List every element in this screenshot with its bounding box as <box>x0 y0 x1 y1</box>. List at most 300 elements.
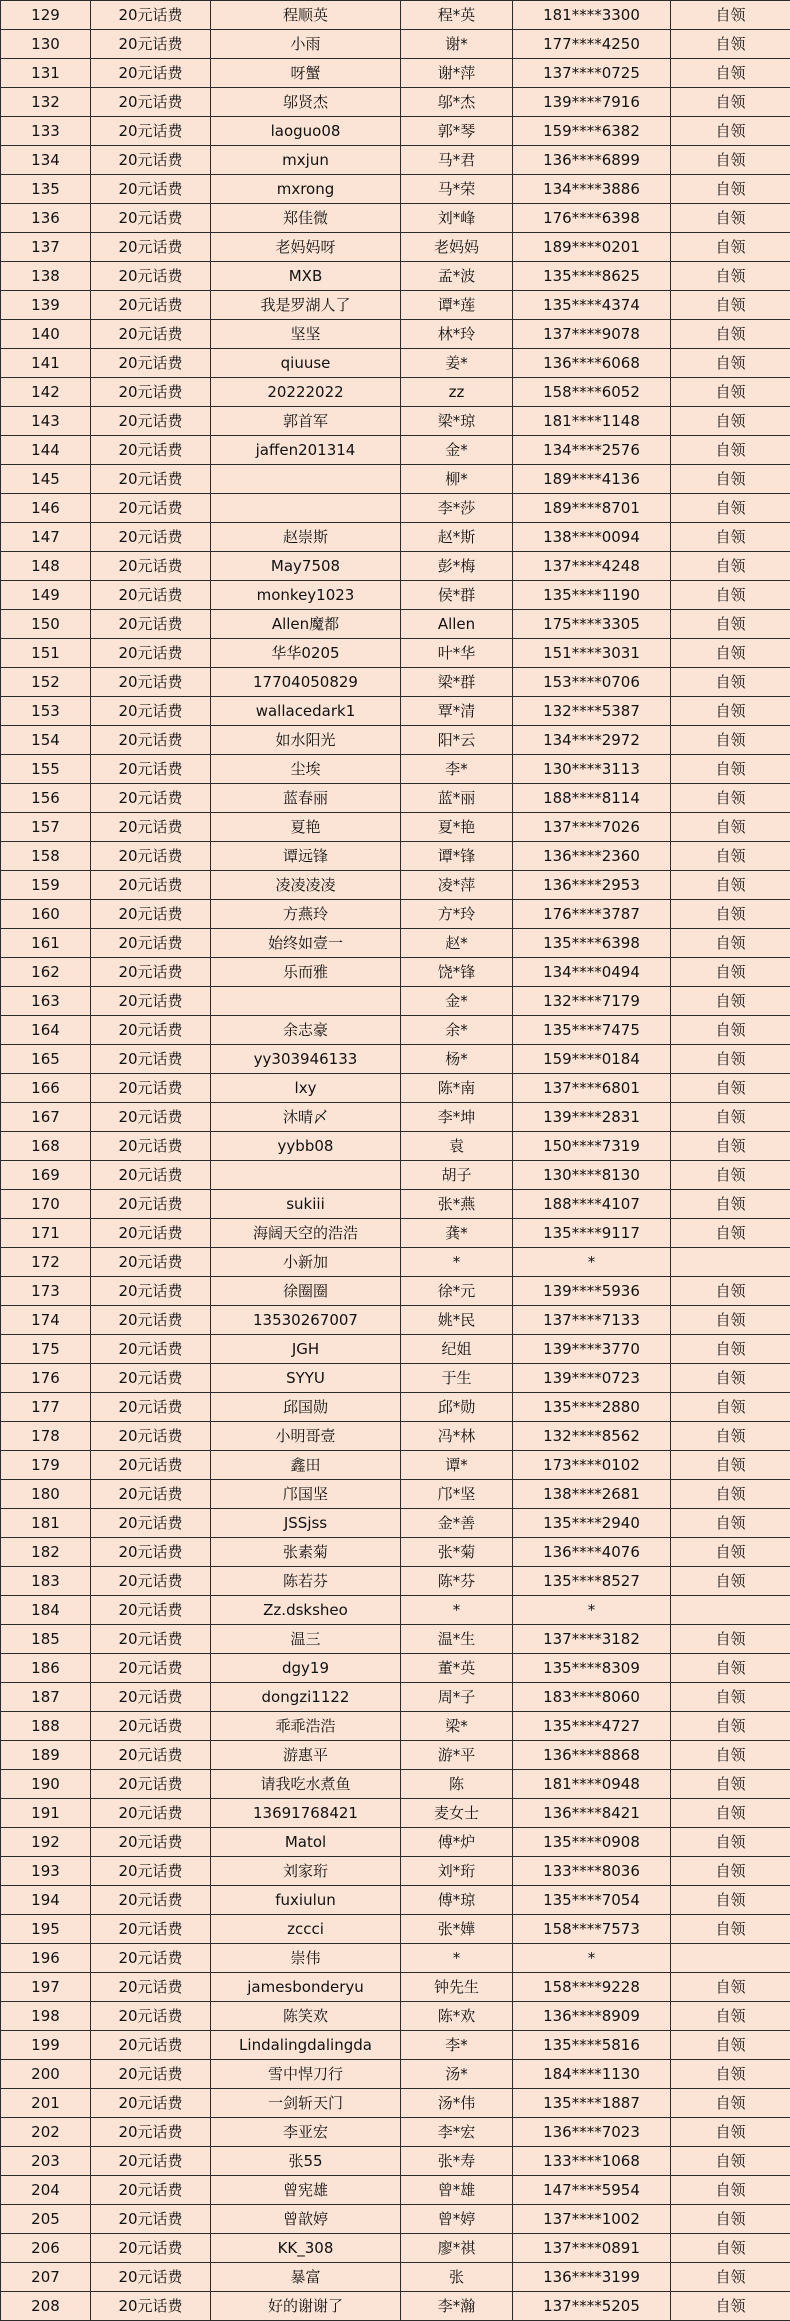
cell-nickname: 余志豪 <box>211 1016 401 1045</box>
cell-row-number: 193 <box>1 1857 91 1886</box>
cell-name: 姜* <box>401 349 513 378</box>
cell-row-number: 172 <box>1 1248 91 1277</box>
table-row <box>1 1364 790 1393</box>
cell-nickname: 雪中悍刀行 <box>211 2060 401 2089</box>
table-row <box>1 2002 790 2031</box>
cell-prize: 20元话费 <box>91 1625 211 1654</box>
cell-name: 刘*珩 <box>401 1857 513 1886</box>
cell-phone: 137****6801 <box>513 1074 671 1103</box>
cell-prize: 20元话费 <box>91 1161 211 1190</box>
table-row <box>1 1074 790 1103</box>
cell-status: 自领 <box>671 668 790 697</box>
cell-prize: 20元话费 <box>91 1712 211 1741</box>
cell-row-number: 162 <box>1 958 91 987</box>
cell-prize: 20元话费 <box>91 1190 211 1219</box>
cell-prize: 20元话费 <box>91 958 211 987</box>
cell-prize: 20元话费 <box>91 204 211 233</box>
cell-nickname: 曾宪雄 <box>211 2176 401 2205</box>
cell-row-number: 156 <box>1 784 91 813</box>
cell-status: 自领 <box>671 88 790 117</box>
cell-nickname: 始终如壹一 <box>211 929 401 958</box>
cell-status: 自领 <box>671 929 790 958</box>
cell-name: 金* <box>401 436 513 465</box>
cell-row-number: 138 <box>1 262 91 291</box>
cell-nickname: 徐圈圈 <box>211 1277 401 1306</box>
cell-phone: 147****5954 <box>513 2176 671 2205</box>
table-row <box>1 1828 790 1857</box>
cell-prize: 20元话费 <box>91 1596 211 1625</box>
cell-prize: 20元话费 <box>91 2118 211 2147</box>
cell-name: 李* <box>401 755 513 784</box>
cell-phone: 136****4076 <box>513 1538 671 1567</box>
cell-status: 自领 <box>671 1712 790 1741</box>
cell-nickname: 夏艳 <box>211 813 401 842</box>
table-row <box>1 668 790 697</box>
cell-prize: 20元话费 <box>91 1248 211 1277</box>
table-row <box>1 1509 790 1538</box>
cell-status: 自领 <box>671 1045 790 1074</box>
cell-phone: 135****1190 <box>513 581 671 610</box>
cell-nickname <box>211 465 401 494</box>
cell-prize: 20元话费 <box>91 1770 211 1799</box>
cell-prize: 20元话费 <box>91 2060 211 2089</box>
table-row <box>1 1654 790 1683</box>
cell-row-number: 183 <box>1 1567 91 1596</box>
cell-nickname: 谭远锋 <box>211 842 401 871</box>
table-row <box>1 1625 790 1654</box>
cell-prize: 20元话费 <box>91 1915 211 1944</box>
cell-name: * <box>401 1944 513 1973</box>
cell-prize: 20元话费 <box>91 2205 211 2234</box>
table-row <box>1 987 790 1016</box>
cell-phone: 139****5936 <box>513 1277 671 1306</box>
cell-row-number: 142 <box>1 378 91 407</box>
cell-prize: 20元话费 <box>91 1306 211 1335</box>
cell-status: 自领 <box>671 581 790 610</box>
cell-status: 自领 <box>671 349 790 378</box>
cell-phone: 136****7023 <box>513 2118 671 2147</box>
table-row <box>1 1944 790 1973</box>
table-row <box>1 1857 790 1886</box>
cell-row-number: 206 <box>1 2234 91 2263</box>
cell-row-number: 159 <box>1 871 91 900</box>
cell-status: 自领 <box>671 639 790 668</box>
cell-status: 自领 <box>671 2089 790 2118</box>
cell-nickname: 华华0205 <box>211 639 401 668</box>
cell-status: 自领 <box>671 2002 790 2031</box>
cell-row-number: 177 <box>1 1393 91 1422</box>
table-row <box>1 1480 790 1509</box>
table-row <box>1 2176 790 2205</box>
cell-prize: 20元话费 <box>91 59 211 88</box>
cell-row-number: 184 <box>1 1596 91 1625</box>
cell-status: 自领 <box>671 1 790 30</box>
cell-phone: 139****3770 <box>513 1335 671 1364</box>
table-row <box>1 1335 790 1364</box>
table-row <box>1 320 790 349</box>
cell-prize: 20元话费 <box>91 465 211 494</box>
cell-phone: 181****1148 <box>513 407 671 436</box>
cell-prize: 20元话费 <box>91 436 211 465</box>
cell-nickname: 17704050829 <box>211 668 401 697</box>
cell-status: 自领 <box>671 1393 790 1422</box>
cell-status: 自领 <box>671 1335 790 1364</box>
cell-name: 李*瀚 <box>401 2292 513 2321</box>
cell-prize: 20元话费 <box>91 1219 211 1248</box>
cell-prize: 20元话费 <box>91 1074 211 1103</box>
cell-nickname: qiuuse <box>211 349 401 378</box>
cell-status: 自领 <box>671 552 790 581</box>
cell-nickname: jamesbonderyu <box>211 1973 401 2002</box>
cell-name: 李*宏 <box>401 2118 513 2147</box>
cell-row-number: 181 <box>1 1509 91 1538</box>
cell-prize: 20元话费 <box>91 1654 211 1683</box>
cell-phone: 135****8309 <box>513 1654 671 1683</box>
table-row <box>1 465 790 494</box>
cell-prize: 20元话费 <box>91 581 211 610</box>
cell-prize: 20元话费 <box>91 233 211 262</box>
cell-nickname <box>211 987 401 1016</box>
cell-phone: 153****0706 <box>513 668 671 697</box>
cell-phone: 135****0908 <box>513 1828 671 1857</box>
table-row <box>1 1538 790 1567</box>
cell-name: 侯*群 <box>401 581 513 610</box>
cell-prize: 20元话费 <box>91 1973 211 2002</box>
cell-prize: 20元话费 <box>91 1335 211 1364</box>
cell-name: 林*玲 <box>401 320 513 349</box>
cell-name: 金* <box>401 987 513 1016</box>
cell-name: 徐*元 <box>401 1277 513 1306</box>
cell-phone: 135****7475 <box>513 1016 671 1045</box>
table-row <box>1 233 790 262</box>
cell-prize: 20元话费 <box>91 407 211 436</box>
cell-name: 姚*民 <box>401 1306 513 1335</box>
cell-prize: 20元话费 <box>91 552 211 581</box>
cell-status: 自领 <box>671 291 790 320</box>
cell-name: 张*燕 <box>401 1190 513 1219</box>
table-row <box>1 871 790 900</box>
cell-nickname: yy303946133 <box>211 1045 401 1074</box>
cell-nickname: jaffen201314 <box>211 436 401 465</box>
table-body <box>1 1 790 2321</box>
cell-prize: 20元话费 <box>91 668 211 697</box>
cell-name: 梁*琼 <box>401 407 513 436</box>
cell-phone: 158****9228 <box>513 1973 671 2002</box>
cell-status: 自领 <box>671 1219 790 1248</box>
table-row <box>1 1886 790 1915</box>
cell-prize: 20元话费 <box>91 726 211 755</box>
cell-phone: 175****3305 <box>513 610 671 639</box>
cell-nickname: yybb08 <box>211 1132 401 1161</box>
table-row <box>1 2263 790 2292</box>
cell-name: 张*嬅 <box>401 1915 513 1944</box>
cell-phone: 134****2576 <box>513 436 671 465</box>
table-row <box>1 1 790 30</box>
cell-nickname: 小雨 <box>211 30 401 59</box>
cell-name: 凌*萍 <box>401 871 513 900</box>
cell-nickname: 如水阳光 <box>211 726 401 755</box>
cell-name: 余* <box>401 1016 513 1045</box>
table-row <box>1 639 790 668</box>
table-row <box>1 2118 790 2147</box>
cell-row-number: 134 <box>1 146 91 175</box>
cell-phone: 136****6068 <box>513 349 671 378</box>
cell-nickname: May7508 <box>211 552 401 581</box>
cell-status: 自领 <box>671 813 790 842</box>
cell-prize: 20元话费 <box>91 900 211 929</box>
cell-phone: 139****7916 <box>513 88 671 117</box>
cell-status: 自领 <box>671 1973 790 2002</box>
cell-phone: 135****6398 <box>513 929 671 958</box>
cell-row-number: 143 <box>1 407 91 436</box>
cell-row-number: 175 <box>1 1335 91 1364</box>
cell-prize: 20元话费 <box>91 639 211 668</box>
cell-row-number: 150 <box>1 610 91 639</box>
cell-row-number: 187 <box>1 1683 91 1712</box>
cell-name: 谢* <box>401 30 513 59</box>
table-row <box>1 407 790 436</box>
table-row <box>1 784 790 813</box>
table-row <box>1 813 790 842</box>
cell-row-number: 141 <box>1 349 91 378</box>
table-row <box>1 1161 790 1190</box>
cell-phone: 135****4727 <box>513 1712 671 1741</box>
cell-name: 李*坤 <box>401 1103 513 1132</box>
table-row <box>1 1132 790 1161</box>
cell-status: 自领 <box>671 2176 790 2205</box>
cell-nickname: Allen魔都 <box>211 610 401 639</box>
cell-nickname: 邱国勋 <box>211 1393 401 1422</box>
cell-status: 自领 <box>671 2118 790 2147</box>
cell-prize: 20元话费 <box>91 1 211 30</box>
cell-row-number: 145 <box>1 465 91 494</box>
cell-row-number: 135 <box>1 175 91 204</box>
cell-name: 金*善 <box>401 1509 513 1538</box>
table-row <box>1 1770 790 1799</box>
cell-prize: 20元话费 <box>91 784 211 813</box>
cell-nickname: SYYU <box>211 1364 401 1393</box>
table-row <box>1 2060 790 2089</box>
cell-row-number: 129 <box>1 1 91 30</box>
cell-phone: 135****8527 <box>513 1567 671 1596</box>
cell-row-number: 151 <box>1 639 91 668</box>
table-row <box>1 2031 790 2060</box>
cell-row-number: 182 <box>1 1538 91 1567</box>
cell-phone: 189****4136 <box>513 465 671 494</box>
cell-phone: 188****8114 <box>513 784 671 813</box>
table-row <box>1 610 790 639</box>
cell-status <box>671 1248 790 1277</box>
cell-phone: 138****2681 <box>513 1480 671 1509</box>
cell-prize: 20元话费 <box>91 929 211 958</box>
cell-name: 程*英 <box>401 1 513 30</box>
table-row <box>1 842 790 871</box>
cell-prize: 20元话费 <box>91 1509 211 1538</box>
cell-row-number: 153 <box>1 697 91 726</box>
cell-prize: 20元话费 <box>91 813 211 842</box>
table-row <box>1 436 790 465</box>
cell-prize: 20元话费 <box>91 88 211 117</box>
table-row <box>1 1799 790 1828</box>
cell-nickname: 李亚宏 <box>211 2118 401 2147</box>
cell-name: 傅*炉 <box>401 1828 513 1857</box>
cell-nickname: Zz.dsksheo <box>211 1596 401 1625</box>
cell-name: 蓝*丽 <box>401 784 513 813</box>
cell-status: 自领 <box>671 2263 790 2292</box>
table-row <box>1 929 790 958</box>
cell-status: 自领 <box>671 465 790 494</box>
table-row <box>1 1915 790 1944</box>
cell-row-number: 165 <box>1 1045 91 1074</box>
table-row <box>1 958 790 987</box>
cell-status: 自领 <box>671 30 790 59</box>
cell-row-number: 164 <box>1 1016 91 1045</box>
cell-prize: 20元话费 <box>91 175 211 204</box>
cell-phone: 173****0102 <box>513 1451 671 1480</box>
cell-phone: 139****0723 <box>513 1364 671 1393</box>
cell-prize: 20元话费 <box>91 1799 211 1828</box>
cell-status: 自领 <box>671 1567 790 1596</box>
cell-row-number: 169 <box>1 1161 91 1190</box>
cell-phone: 189****0201 <box>513 233 671 262</box>
cell-prize: 20元话费 <box>91 349 211 378</box>
cell-row-number: 194 <box>1 1886 91 1915</box>
table-row <box>1 1567 790 1596</box>
cell-phone: 137****9078 <box>513 320 671 349</box>
cell-status: 自领 <box>671 842 790 871</box>
cell-name: 董*英 <box>401 1654 513 1683</box>
cell-phone: 136****6899 <box>513 146 671 175</box>
cell-status: 自领 <box>671 1538 790 1567</box>
cell-name: 彭*梅 <box>401 552 513 581</box>
cell-phone: 137****7026 <box>513 813 671 842</box>
cell-phone: 136****2953 <box>513 871 671 900</box>
cell-row-number: 133 <box>1 117 91 146</box>
cell-phone: 137****0891 <box>513 2234 671 2263</box>
cell-name: 张*寿 <box>401 2147 513 2176</box>
table-row <box>1 1712 790 1741</box>
cell-name: 孟*波 <box>401 262 513 291</box>
cell-row-number: 201 <box>1 2089 91 2118</box>
cell-row-number: 174 <box>1 1306 91 1335</box>
cell-row-number: 147 <box>1 523 91 552</box>
cell-status: 自领 <box>671 146 790 175</box>
cell-status: 自领 <box>671 1074 790 1103</box>
cell-phone: 138****0094 <box>513 523 671 552</box>
cell-nickname: Matol <box>211 1828 401 1857</box>
cell-nickname: 海阔天空的浩浩 <box>211 1219 401 1248</box>
table-row <box>1 1596 790 1625</box>
cell-phone: 159****0184 <box>513 1045 671 1074</box>
cell-row-number: 168 <box>1 1132 91 1161</box>
cell-name: 刘*峰 <box>401 204 513 233</box>
cell-name: 傅*琼 <box>401 1886 513 1915</box>
cell-name: Allen <box>401 610 513 639</box>
cell-nickname: 崇伟 <box>211 1944 401 1973</box>
cell-phone: 135****8625 <box>513 262 671 291</box>
cell-nickname: 刘家珩 <box>211 1857 401 1886</box>
cell-prize: 20元话费 <box>91 1103 211 1132</box>
cell-nickname: mxrong <box>211 175 401 204</box>
cell-name: 赵* <box>401 929 513 958</box>
table-row <box>1 1248 790 1277</box>
cell-status: 自领 <box>671 1306 790 1335</box>
cell-nickname: 张素菊 <box>211 1538 401 1567</box>
cell-row-number: 198 <box>1 2002 91 2031</box>
cell-name: 周*子 <box>401 1683 513 1712</box>
cell-row-number: 140 <box>1 320 91 349</box>
cell-status: 自领 <box>671 1828 790 1857</box>
table-row <box>1 2089 790 2118</box>
cell-prize: 20元话费 <box>91 1857 211 1886</box>
cell-phone: 158****6052 <box>513 378 671 407</box>
cell-row-number: 130 <box>1 30 91 59</box>
cell-phone: 188****4107 <box>513 1190 671 1219</box>
cell-row-number: 139 <box>1 291 91 320</box>
cell-prize: 20元话费 <box>91 523 211 552</box>
cell-status: 自领 <box>671 1016 790 1045</box>
cell-name: 杨* <box>401 1045 513 1074</box>
cell-status: 自领 <box>671 494 790 523</box>
cell-status: 自领 <box>671 1422 790 1451</box>
cell-row-number: 148 <box>1 552 91 581</box>
cell-name: 纪姐 <box>401 1335 513 1364</box>
cell-prize: 20元话费 <box>91 30 211 59</box>
table-row <box>1 2292 790 2321</box>
cell-status: 自领 <box>671 958 790 987</box>
table-row <box>1 59 790 88</box>
cell-status: 自领 <box>671 1132 790 1161</box>
cell-status: 自领 <box>671 2060 790 2089</box>
cell-nickname: dgy19 <box>211 1654 401 1683</box>
cell-status: 自领 <box>671 900 790 929</box>
cell-status: 自领 <box>671 1451 790 1480</box>
cell-phone: 135****4374 <box>513 291 671 320</box>
cell-status: 自领 <box>671 2031 790 2060</box>
cell-status: 自领 <box>671 987 790 1016</box>
cell-row-number: 190 <box>1 1770 91 1799</box>
cell-row-number: 204 <box>1 2176 91 2205</box>
cell-nickname: 请我吃水煮鱼 <box>211 1770 401 1799</box>
table-row <box>1 726 790 755</box>
cell-nickname: 乖乖浩浩 <box>211 1712 401 1741</box>
cell-status: 自领 <box>671 59 790 88</box>
cell-row-number: 170 <box>1 1190 91 1219</box>
cell-row-number: 167 <box>1 1103 91 1132</box>
cell-status: 自领 <box>671 117 790 146</box>
cell-status: 自领 <box>671 1625 790 1654</box>
cell-nickname: 曾歆婷 <box>211 2205 401 2234</box>
cell-nickname: dongzi1122 <box>211 1683 401 1712</box>
table-row <box>1 2205 790 2234</box>
cell-name: * <box>401 1596 513 1625</box>
cell-prize: 20元话费 <box>91 1567 211 1596</box>
cell-row-number: 180 <box>1 1480 91 1509</box>
cell-name: 陈*南 <box>401 1074 513 1103</box>
cell-status: 自领 <box>671 378 790 407</box>
cell-name: * <box>401 1248 513 1277</box>
cell-status: 自领 <box>671 436 790 465</box>
cell-phone: 181****0948 <box>513 1770 671 1799</box>
cell-row-number: 176 <box>1 1364 91 1393</box>
table-row <box>1 1219 790 1248</box>
cell-prize: 20元话费 <box>91 2031 211 2060</box>
cell-nickname: 13530267007 <box>211 1306 401 1335</box>
cell-phone: * <box>513 1248 671 1277</box>
cell-phone: 139****2831 <box>513 1103 671 1132</box>
cell-prize: 20元话费 <box>91 494 211 523</box>
table-row <box>1 117 790 146</box>
